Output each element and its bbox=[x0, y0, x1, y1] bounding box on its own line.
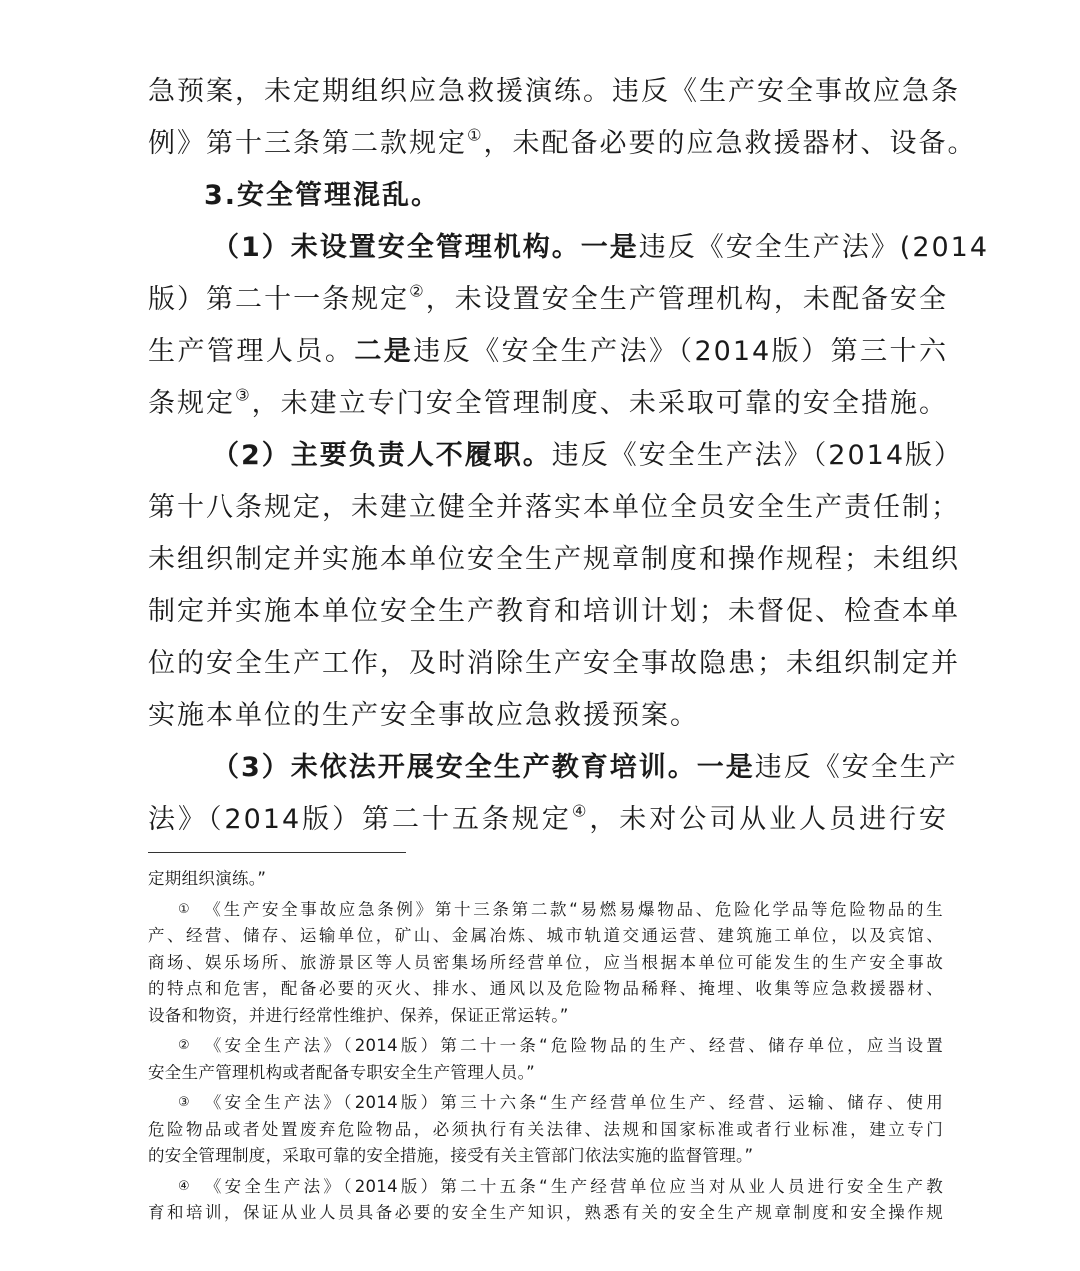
emphasis: 一是 bbox=[696, 752, 755, 783]
text-line bbox=[148, 378, 948, 430]
footnote-text: 《安全生产法》（2014版）第三十六条“生产经营单位生产、经营、运输、储存、使用 bbox=[204, 1093, 943, 1112]
footnotes bbox=[148, 866, 943, 1227]
text-span: 条规定 bbox=[148, 388, 236, 419]
text-line: 未组织制定并实施本单位安全生产规章制度和操作规程；未组织 bbox=[148, 544, 960, 575]
text-span: 版）第二十一条规定 bbox=[148, 284, 410, 315]
text-span: 违反《安全生产 bbox=[754, 752, 958, 783]
footnote-text: 《安全生产法》（2014版）第二十一条“危险物品的生产、经营、储存单位，应当设置 bbox=[204, 1036, 943, 1055]
text-span: 违反《安全生产法》（2014版）第三十六 bbox=[413, 336, 949, 367]
footnote-line: 产、经营、储存、运输单位，矿山、金属冶炼、城市轨道交通运营、建筑施工单位，以及宾馆、 bbox=[148, 926, 943, 945]
text-line bbox=[148, 326, 948, 378]
subheading-3: （3）未依法开展安全生产教育培训。 bbox=[212, 752, 697, 783]
text-span: 违反《安全生产法》(2014 bbox=[638, 232, 990, 263]
section-heading-3 bbox=[148, 170, 948, 222]
text-line bbox=[148, 430, 964, 482]
footnote-line: 危险物品或者处置废弃危险物品，必须执行有关法律、法规和国家标准或者行业标准，建立专门 bbox=[148, 1119, 943, 1139]
text-span: ，未建立专门安全管理制度、未采取可靠的安全措施。 bbox=[251, 388, 949, 419]
text-line bbox=[148, 66, 960, 118]
footnote-text: 《生产安全事故应急条例》第十三条第二款“易燃易爆物品、危险化学品等危险物品的生 bbox=[204, 899, 943, 919]
subheading-1: （1）未设置安全管理机构。 bbox=[212, 232, 581, 263]
text-line: 制定并实施本单位安全生产教育和培训计划；未督促、检查本单 bbox=[148, 596, 960, 627]
text-span: ，未配备必要的应急救援器材、设备。 bbox=[483, 128, 977, 159]
text-span: 违反《安全生产法》（2014版） bbox=[551, 440, 964, 471]
text-span: ，未对公司从业人员进行安 bbox=[589, 804, 949, 835]
footnote-line: 育和培训，保证从业人员具备必要的安全生产知识，熟悉有关的安全生产规章制度和安全操作规 bbox=[148, 1203, 943, 1222]
text-line bbox=[148, 274, 948, 326]
footnote-1 bbox=[148, 897, 943, 924]
footnote-line: 定期组织演练。” bbox=[148, 869, 267, 888]
text-line bbox=[148, 118, 977, 170]
subheading-2: （2）主要负责人不履职。 bbox=[212, 440, 552, 471]
footnote-line: 安全生产管理机构或者配备专职安全生产管理人员。” bbox=[148, 1062, 535, 1082]
text-line: 第十八条规定，未建立健全并落实本单位全员安全生产责任制； bbox=[148, 492, 960, 523]
footnote-mark: ④ bbox=[178, 1178, 193, 1194]
footnote-ref-1[interactable]: ① bbox=[467, 125, 484, 145]
text-span: 例》第十三条第二款规定 bbox=[148, 128, 467, 159]
footnote-mark: ② bbox=[178, 1038, 193, 1053]
text-line bbox=[148, 794, 948, 846]
main-text bbox=[148, 66, 990, 846]
text-span: ，未设置安全生产管理机构，未配备安全 bbox=[425, 284, 949, 315]
footnote-3 bbox=[148, 1090, 943, 1117]
text-line: 位的安全生产工作，及时消除生产安全事故隐患；未组织制定并 bbox=[148, 648, 960, 679]
emphasis: 一是 bbox=[580, 232, 639, 263]
footnote-separator bbox=[148, 852, 406, 853]
heading-text: 3.安全管理混乱。 bbox=[204, 180, 441, 211]
footnote-4 bbox=[148, 1174, 943, 1201]
text-line: 实施本单位的生产安全事故应急救援预案。 bbox=[148, 700, 699, 731]
text-line bbox=[148, 742, 958, 794]
footnote-mark: ③ bbox=[178, 1095, 193, 1110]
footnote-text: 《安全生产法》（2014版）第二十五条“生产经营单位应当对从业人员进行安全生产教 bbox=[204, 1176, 943, 1196]
footnote-line: 设备和物资，并进行经常性维护、保养，保证正常运转。” bbox=[148, 1005, 569, 1025]
emphasis: 二是 bbox=[354, 336, 414, 367]
footnote-line: 的特点和危害，配备必要的灭火、排水、通风以及危险物品稀释、掩埋、收集等应急救援器材、 bbox=[148, 979, 943, 998]
footnote-ref-3[interactable]: ③ bbox=[235, 385, 252, 405]
text-span: 急预案，未定期组织应急救援演练。违反《生产安全事故应急条 bbox=[148, 76, 960, 107]
footnote-line: 的安全管理制度，采取可靠的安全措施，接受有关主管部门依法实施的监督管理。” bbox=[148, 1146, 754, 1165]
text-span: 法》（2014版）第二十五条规定 bbox=[148, 804, 572, 835]
text-span: 生产管理人员。 bbox=[148, 336, 355, 367]
footnote-mark: ① bbox=[178, 901, 193, 917]
footnote-line: 商场、娱乐场所、旅游景区等人员密集场所经营单位，应当根据本单位可能发生的生产安全事故 bbox=[148, 952, 943, 972]
footnote-ref-4[interactable]: ④ bbox=[571, 801, 590, 821]
footnote-2 bbox=[148, 1033, 943, 1060]
footnote-ref-2[interactable]: ② bbox=[409, 281, 426, 301]
text-line bbox=[148, 222, 990, 274]
